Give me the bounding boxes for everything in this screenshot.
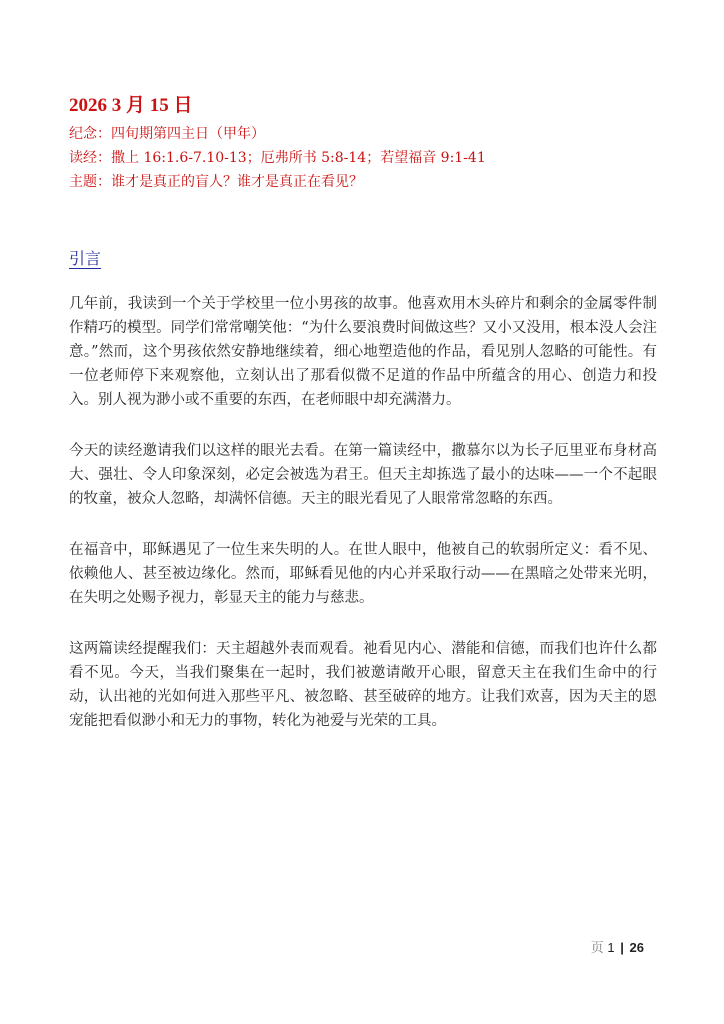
page-separator: | [620,940,624,955]
commemoration-line: 纪念：四旬期第四主日（甲年） [69,126,265,142]
page-footer [591,937,644,956]
section-heading-introduction: 引言 [69,249,102,268]
paragraph: 在福音中，耶稣遇见了一位生来失明的人。在世人眼中，他被自己的软弱所定义：看不见、依赖他人、甚至被边缘化。然而，耶稣看见他的内心并采取行动——在黑暗之处带来光明，在失明之处赐予视力，彰显天主的能力与慈悲。 [69,542,657,606]
paragraph: 几年前，我读到一个关于学校里一位小男孩的故事。他喜欢用木头碎片和剩余的金属零件制作精巧的模型。同学们常常嘲笑他：“为什么要浪费时间做这些？又小又没用，根本没人会注意。”然而，这个男孩依然安静地继续着，细心地塑造他的作品，看见别人忽略的可能性。有一位老师停下来观察他，立刻认出了那看似微不足道的作品中所蕴含的用心、创造力和投入。别人视为渺小或不重要的东西，在老师眼中却充满潜力。 [69,296,657,408]
paragraph: 这两篇读经提醒我们：天主超越外表而观看。祂看见内心、潜能和信德，而我们也许什么都看不见。今天，当我们聚集在一起时，我们被邀请敞开心眼，留意天主在我们生命中的行动，认出祂的光如何进入那些平凡、被忽略、甚至破碎的地方。让我们欢喜，因为天主的恩宠能把看似渺小和无力的事物，转化为祂爱与光荣的工具。 [69,641,657,729]
readings-line: 读经：撒上 16:1.6-7.10-13；厄弗所书 5:8-14；若望福音 9:1-41 [69,150,486,166]
page-label: 页 [590,940,604,955]
paragraph: 今天的读经邀请我们以这样的眼光去看。在第一篇读经中，撒慕尔以为长子厄里亚布身材高大、强壮、令人印象深刻，必定会被选为君王。但天主却拣选了最小的达味——一个不起眼的牧童，被众人忽略，却满怀信德。天主的眼光看见了人眼常常忽略的东西。 [69,443,657,507]
theme-line: 主题：谁才是真正的盲人？谁才是真正在看见？ [69,174,363,190]
liturgy-meta [69,122,486,194]
date-title: 2026 3 月 15 日 [69,95,193,116]
total-pages: 26 [629,940,644,955]
page-number: 1 [607,940,615,955]
body-text [69,292,657,760]
